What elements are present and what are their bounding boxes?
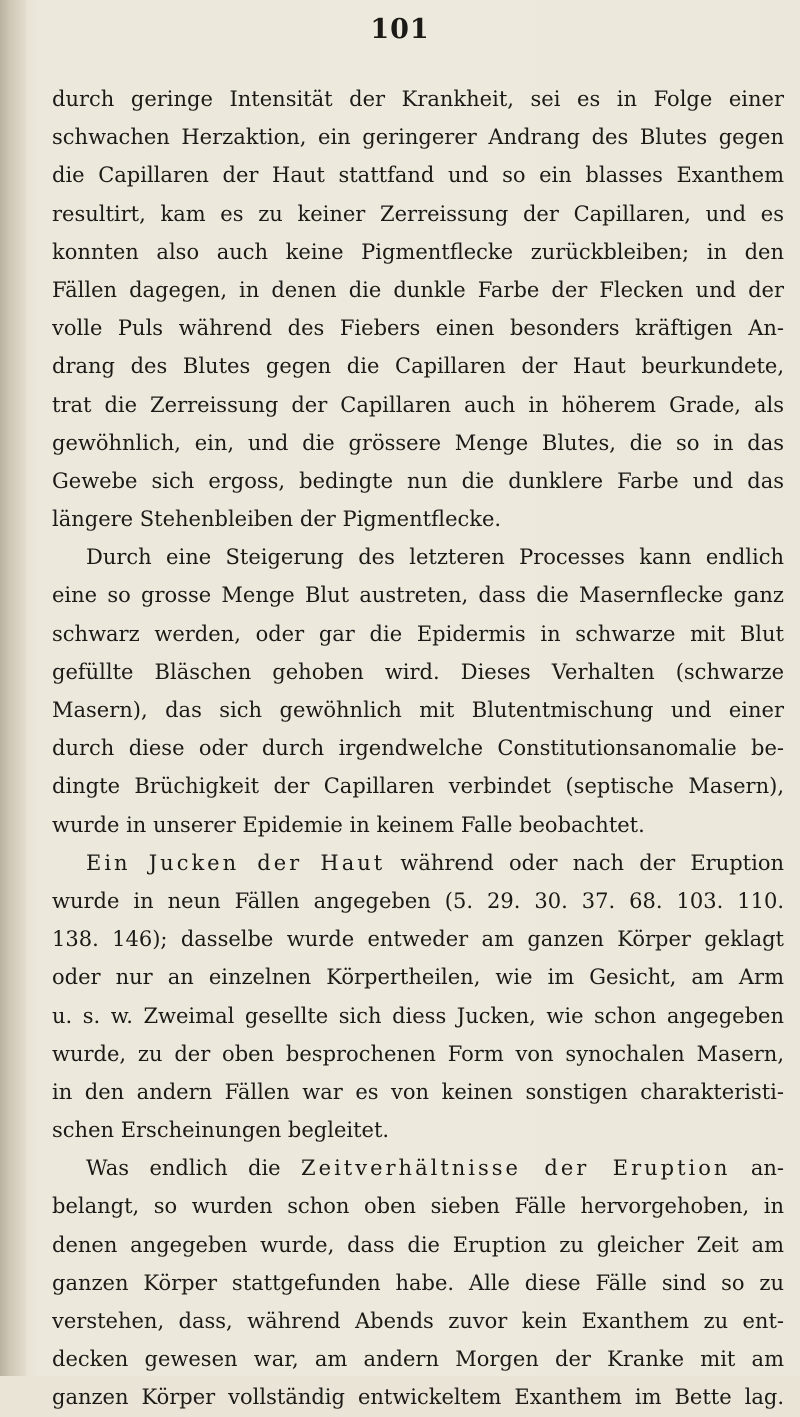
text-line: u. s. w. Zweimal gesellte sich diess Jucken, wie schon angegeben xyxy=(52,1003,784,1028)
text-line: durch diese oder durch irgendwelche Constitutionsanomalie be- xyxy=(52,736,784,761)
text-line: belangt, so wurden schon oben sieben Fälle hervorgehoben, in xyxy=(52,1194,784,1219)
emphasis-text: Zeitverhältnisse der Eruption xyxy=(301,1156,731,1181)
text-line: trat die Zerreissung der Capillaren auch in höherem Grade, als xyxy=(52,392,784,417)
text-line: wurde in neun Fällen angegeben (5. 29. 30. 37. 68. 103. 110. xyxy=(52,888,784,913)
text-line: in den andern Fällen war es von keinen sonstigen charakteristi- xyxy=(52,1079,784,1104)
text-line: konnten also auch keine Pigmentflecke zurückbleiben; in den xyxy=(52,239,784,264)
page-number: 101 xyxy=(370,14,430,45)
text-line: gefüllte Bläschen gehoben wird. Dieses Verhalten (schwarze xyxy=(52,659,784,684)
text-line: volle Puls während des Fiebers einen besonders kräftigen An- xyxy=(52,316,784,341)
text-line: wurde in unserer Epidemie in keinem Falle beobachtet. xyxy=(52,812,645,837)
text-line: 138. 146); dasselbe wurde entweder am ganzen Körper geklagt xyxy=(52,927,784,952)
text-line: dingte Brüchigkeit der Capillaren verbindet (septische Masern), xyxy=(52,774,784,799)
text-line: gewöhnlich, ein, und die grössere Menge Blutes, die so in das xyxy=(52,430,784,455)
text-line: längere Stehenbleiben der Pigmentflecke. xyxy=(52,507,502,532)
emphasis-text: Ein Jucken der Haut xyxy=(86,850,386,875)
text-line: schwarz werden, oder gar die Epidermis in schwarze mit Blut xyxy=(52,621,784,646)
text-line: Gewebe sich ergoss, bedingte nun die dunklere Farbe und das xyxy=(52,468,784,493)
text-line: durch geringe Intensität der Krankheit, sei es in Folge einer xyxy=(52,87,784,111)
text-run: an- xyxy=(730,1156,784,1181)
text-line: die Capillaren der Haut stattfand und so ein blasses Exanthem xyxy=(52,163,784,188)
text-line: eine so grosse Menge Blut austreten, dass die Masernflecke ganz xyxy=(52,583,784,608)
body-text xyxy=(52,80,784,1417)
text-line: Durch eine Steigerung des letzteren Processes kann endlich xyxy=(86,545,784,570)
text-line: schen Erscheinungen begleitet. xyxy=(52,1118,390,1143)
text-line: decken gewesen war, am andern Morgen der Kranke mit am xyxy=(52,1347,784,1372)
text-run: während oder nach der Eruption xyxy=(385,850,784,875)
text-line xyxy=(52,1149,784,1187)
binding-gutter xyxy=(0,0,26,1376)
text-line: oder nur an einzelnen Körpertheilen, wie im Gesicht, am Arm xyxy=(52,965,784,990)
text-line: ganzen Körper stattgefunden habe. Alle diese Fälle sind so zu xyxy=(52,1270,784,1295)
text-line: denen angegeben wurde, dass die Eruption zu gleicher Zeit am xyxy=(52,1232,784,1257)
text-run: Was endlich die xyxy=(86,1156,302,1181)
text-line: Masern), das sich gewöhnlich mit Blutentmischung und einer xyxy=(52,698,784,722)
text-line: drang des Blutes gegen die Capillaren der Haut beurkundete, xyxy=(52,354,784,379)
text-line: Fällen dagegen, in denen die dunkle Farbe der Flecken und der xyxy=(52,277,784,302)
text-line: schwachen Herzaktion, ein geringerer Andrang des Blutes gegen xyxy=(52,125,784,150)
text-line: ganzen Körper vollständig entwickeltem Exanthem im Bette lag. xyxy=(52,1385,784,1410)
text-line: resultirt, kam es zu keiner Zerreissung der Capillaren, und es xyxy=(52,201,784,226)
text-line: verstehen, dass, während Abends zuvor kein Exanthem zu ent- xyxy=(52,1309,784,1333)
text-line: wurde, zu der oben besprochenen Form von synochalen Masern, xyxy=(52,1041,784,1066)
text-line xyxy=(52,844,784,882)
